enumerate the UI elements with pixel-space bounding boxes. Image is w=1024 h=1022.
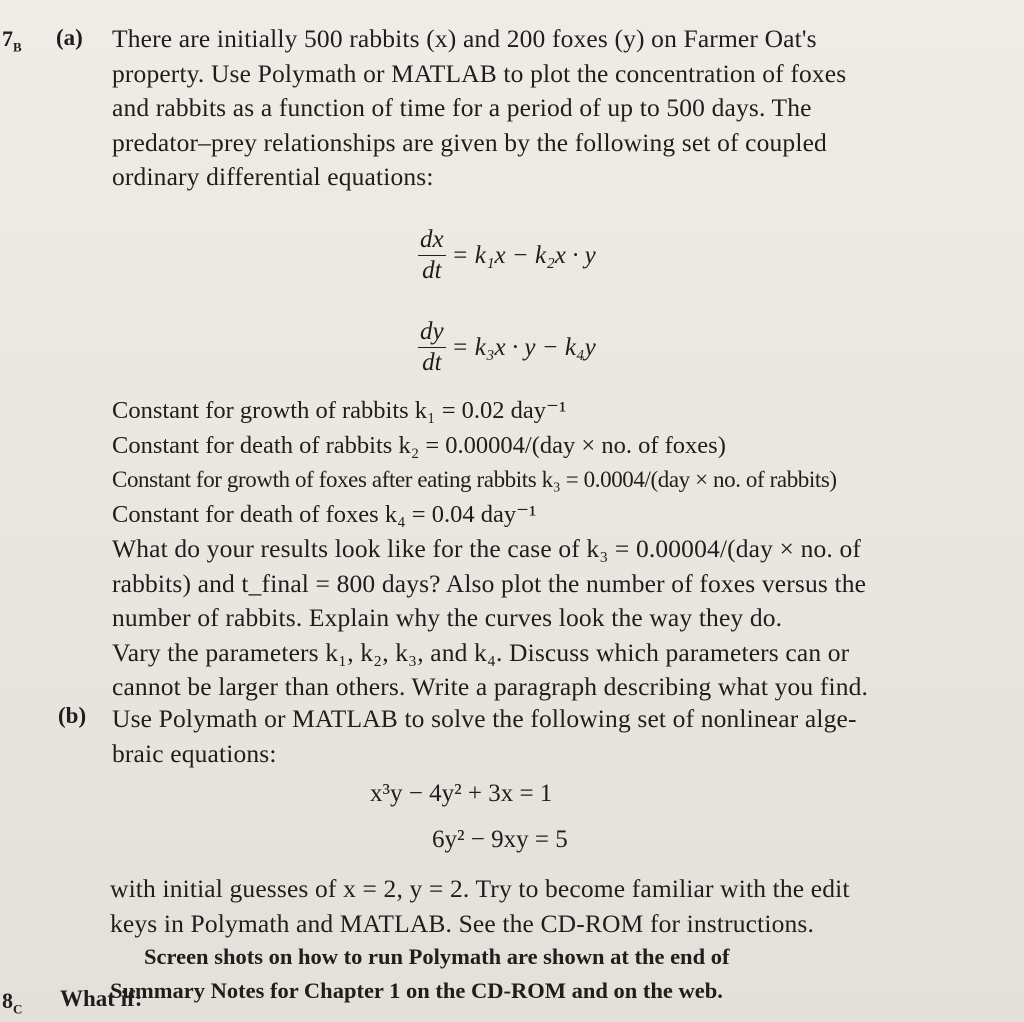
equation-rhs: = k₃x · y − k₄y [451, 333, 596, 361]
equation-rhs: = k₁x − k₂x · y [451, 241, 596, 269]
equation-dxdt [418, 226, 596, 285]
part-a-paragraph [112, 22, 1002, 195]
problem-number-main: 7 [2, 26, 13, 51]
part-a-marker: (a) [56, 25, 83, 50]
screenshot-note [110, 940, 1010, 1008]
note-line: Screen shots on how to run Polymath are shown at the end of [144, 944, 730, 969]
fraction-denominator: dt [422, 349, 442, 376]
fraction [418, 318, 446, 377]
constants-list [112, 394, 1012, 532]
part-a-line: and rabbits as a function of time for a period of up to 500 days. The [112, 93, 812, 122]
part-a-line: property. Use Polymath or MATLAB to plot the concentration of foxes [112, 58, 847, 88]
next-problem-number-main: 8 [2, 988, 13, 1013]
constant-line: Constant for growth of rabbits k₁ = 0.02 day⁻¹ [112, 397, 567, 424]
closing-line: with initial guesses of x = 2, y = 2. Try to become familiar with the edit [110, 874, 850, 903]
problem-number-sub: B [13, 39, 22, 55]
closing-paragraph [110, 872, 1010, 941]
closing-line: keys in Polymath and MATLAB. See the CD-ROM for instructions. [110, 908, 814, 938]
next-problem-number-sub: C [13, 1001, 23, 1017]
equation-nonlinear-2: 6y² − 9xy = 5 [432, 826, 568, 853]
fraction-denominator: dt [422, 257, 442, 284]
note-line: Summary Notes for Chapter 1 on the CD-ROM and on the web. [110, 978, 723, 1003]
followup-line: cannot be larger than others. Write a paragraph describing what you find. [112, 672, 869, 701]
part-b-paragraph [112, 702, 1002, 771]
part-b-marker: (b) [58, 703, 87, 728]
fraction [418, 226, 446, 285]
part-b-line: Use Polymath or MATLAB to solve the following set of nonlinear alge- [112, 704, 857, 733]
part-a-line: ordinary differential equations: [112, 162, 434, 191]
problem-number [2, 26, 22, 55]
constant-line: Constant for death of rabbits k₂ = 0.00004/(day × no. of foxes) [112, 431, 726, 459]
part-b-line: braic equations: [112, 738, 277, 768]
fraction-numerator: dx [418, 226, 446, 256]
equation-nonlinear-1: x³y − 4y² + 3x = 1 [370, 780, 553, 807]
part-a-line: predator–prey relationships are given by the following set of coupled [112, 127, 827, 157]
followup-line: number of rabbits. Explain why the curves look the way they do. [112, 603, 783, 632]
constant-line: Constant for growth of foxes after eating rabbits k₃ = 0.0004/(day × no. of rabbits) [112, 467, 837, 492]
next-problem-label: What if: [60, 986, 143, 1011]
followup-paragraph [112, 532, 1002, 705]
followup-line: What do your results look like for the case of k₃ = 0.00004/(day × no. of [112, 534, 861, 563]
fraction-numerator: dy [418, 318, 446, 348]
followup-line: Vary the parameters k₁, k₂, k₃, and k₄. Discuss which parameters can or [112, 637, 850, 667]
next-problem-number [2, 988, 22, 1017]
followup-line: rabbits) and t_final = 800 days? Also plot the number of foxes versus the [112, 568, 867, 598]
equation-dydt [418, 318, 596, 377]
constant-line: Constant for death of foxes k₄ = 0.04 day⁻¹ [112, 500, 537, 528]
part-a-line: There are initially 500 rabbits (x) and 200 foxes (y) on Farmer Oat's [112, 24, 817, 53]
